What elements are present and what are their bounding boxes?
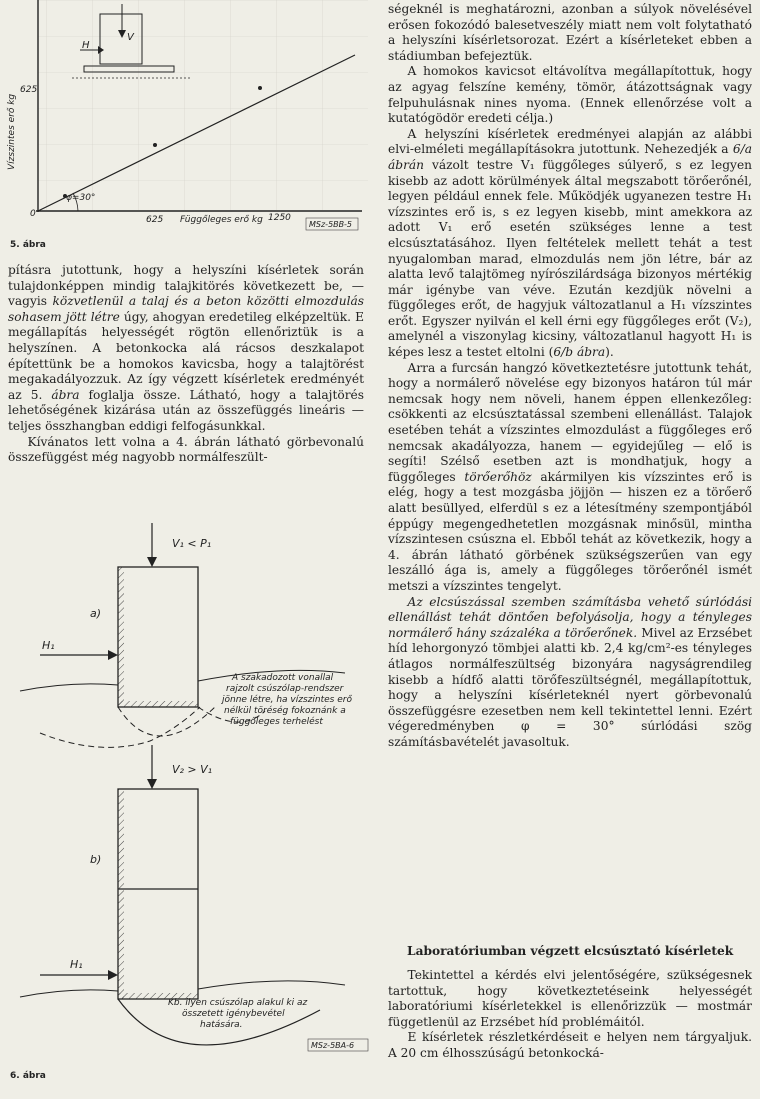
text-run: ). [605, 345, 614, 360]
emphasis: törőerőhöz [464, 469, 532, 484]
figure-5-chart [0, 0, 370, 250]
figure-6-caption: 6. ábra [10, 1071, 46, 1081]
text-run: vázolt testre V₁ függőleges súlyerő, s ez legyen kisebb az adott körülmények által megszabott törőerőnél, legyen például ennek fele. Működjék ugyanezen testre H₁ vízszintes erő is, s ez legyen kisebb, mint amekkora az adott V₁ erő esetén szükséges lenne a test elcsúsztatásához. Ilyen feltételek mellett tehát a test nyugalomban marad, elmozdulás nem jön létre, bár az alatta levő talajtömeg nyírószilárdsága bizonyos mértékig már igénybe van véve. Ezután kezdjük növelni a függőleges erőt, de hagyjuk változatlanul a H₁ vízszintes erőt. Egyszer nyilván el kell érni egy függőleges erőt (V₂), amelynél a viszonylag kicsiny, változatlanul hagyott H₁ is képes lesz a testet eltolni ( [388, 157, 752, 360]
emphasis: Az elcsúszással szemben számításba vehető súrlódási ellenállást tehát döntően befolyásolja, hogy a tényleges normálerő hány százaléka a törőerőnek. [388, 594, 752, 640]
paragraph: A homokos kavicsot eltávolítva megállapítottuk, hogy az agyag felszíne kemény, tömör, átázottságnak vagy felpuhulásnak nines nyoma. (Ennek ellenőrzése volt a kutatógödör eredeti célja.) [388, 64, 752, 126]
figure-6-diagram [0, 505, 375, 1085]
text-run: akármilyen kis vízszintes erő is elég, hogy a test mozgásba jöjjön — hiszen ez a törőerő alatt besüllyed, elferdül s ez a létesítmény szempontjából éppúgy megengedhetetlen mozgásnak minősül, mintha vízszintesen csúszna el. Ebből tehát az következik, hogy a 4. ábrán látható görbének szükségszerűen van egy leszálló ága is, amely a függőleges törőerőnél ismét metszi a vízszintes tengelyt. [388, 469, 752, 593]
chart-grid [38, 0, 368, 210]
block-a [118, 567, 198, 707]
emphasis: 6/a ábrán [388, 142, 752, 172]
h1-label-a: H₁ [42, 639, 55, 652]
paragraph: Kívánatos lett volna a 4. ábrán látható görbevonalú összefüggést még nagyobb normálfeszült- [8, 434, 364, 465]
note-b-line: hatására. [200, 1020, 243, 1030]
data-point [153, 143, 157, 147]
note-a [220, 673, 352, 727]
label-b: b) [90, 853, 102, 866]
left-column-text [8, 263, 364, 466]
text-run: A helyszíni kísérletek eredményei alapján az alábbi elvi-elméleti megállapításokra jutottunk. Nehezedjék a [388, 126, 752, 157]
emphasis: 6/b ábra [553, 345, 606, 360]
paragraph [388, 127, 752, 361]
note-a-line: függőleges terhelést [230, 717, 323, 727]
diagram-a [20, 523, 352, 747]
origin-label: 0 [30, 209, 36, 219]
paragraph [388, 595, 752, 751]
v2-label: V₂ > V₁ [172, 763, 213, 776]
text-run: Mivel az Erzsébet híd lehorgonyzó tömbjei alatti kb. 2,4 kg/cm²-es tényleges átlagos normálfeszültség bizonyára nagyságrendileg kisebb a hídfő alatti törőfeszültségnél, megállapítottuk, hogy a helyszíni kísérleteknél nyert görbevonalú összefüggésre ezesetben nem kell tekintettel lenni. Ezért végeredményben φ = 30° súrlódási szög számításbavételét javasoltuk. [388, 625, 752, 749]
data-point [258, 86, 262, 90]
note-a-line: rajzolt csúszólap-rendszer [226, 684, 344, 694]
text-run: pításra jutottunk, hogy a helyszíni kísérletek során tulajdonképpen mindig talajkitörés következett be, — vagyis [8, 263, 364, 309]
x-axis-label: Függőleges erő kg [180, 215, 263, 225]
paragraph: E kísérletek részletkérdéseit e helyen nem tárgyaljuk. A 20 cm élhosszúságú betonkocká- [388, 1030, 752, 1060]
note-b-line: Kb. ilyen csúszólap alakul ki az [168, 998, 308, 1008]
v1-label: V₁ < P₁ [172, 537, 212, 550]
stamp-text: MSz-5BA-6 [311, 1041, 355, 1050]
paragraph [388, 361, 752, 595]
text-run: foglalja össze. Látható, hogy a talajtörés lehetőségének kizárása után az összefüggés lineáris — teljes összhangban eddigi felfogásunkkal. [8, 387, 364, 433]
paragraph [8, 263, 364, 435]
note-b [168, 997, 308, 1030]
stamp-text: MSz-5BB-5 [309, 220, 352, 229]
inset-label-v: V [127, 32, 134, 43]
label-a: a) [90, 607, 102, 620]
text-run: Arra a furcsán hangzó következtetésre jutottunk tehát, hogy a normálerő növelése egy bizonyos határon túl már nemcsak hogy nem növeli, hanem éppen ellenkezőleg: csökkenti az elcsúsztatással szembeni ellenállást. Talajok esetében tehát a vízszintes elmozdulást a függőleges erő nemcsak akadályozza, hanem — egyidejűleg — elő is segíti! Szélső esetben azt is mondhatjuk, hogy a függőleges [388, 360, 752, 484]
note-b-line: összetett igénybevétel [182, 1009, 285, 1019]
y-axis-label: Vízszintes erő kg [7, 93, 17, 170]
section-heading: Laboratóriumban végzett elcsúsztató kísérletek [407, 944, 734, 958]
dashed-slip-surface [40, 707, 200, 747]
inset-label-h: H [82, 40, 90, 51]
angle-label: φ=30° [66, 193, 96, 203]
h1-label-b: H₁ [70, 958, 83, 971]
dashed-slip-surface [118, 707, 215, 736]
paragraph: ségeknél is meghatározni, azonban a súlyok növelésével erősen fokozódó balesetveszély miatt nem volt folytatható a helyszíni kísérletsorozat. Ezért a kísérleteket ebben a stádiumban befejeztük. [388, 2, 752, 63]
right-column-text-lower [388, 968, 752, 1062]
note-a-line: nélkül töréség fokoznánk a [224, 706, 346, 716]
paragraph: Tekintettel a kérdés elvi jelentőségére, szükségesnek tartottuk, hogy következtetéseink helyességét laboratóriumi kísérletekkel is ellenőrizzük — mostmár függetlenül az Erzsébet híd problémáitól. [388, 968, 752, 1029]
right-column-text [388, 2, 752, 751]
x-tick-label-625: 625 [146, 215, 164, 225]
emphasis: közvetlenül a talaj és a beton közötti elmozdulás sohasem jött létre [8, 294, 364, 324]
text-run: úgy, ahogyan eredetileg elképzeltük. E megállapítás helyességét rögtön ellenőriztük is a helyszínen. A betonkocka alá rácsos deszkalapot építettünk be a homokos kavicsba, hogy a talajtörést megakadályozzuk. Az így végzett kísérletek eredményét az 5. [8, 309, 364, 402]
emphasis: ábra [51, 387, 80, 402]
figure-5-caption: 5. ábra [10, 240, 46, 250]
y-tick-label: 625 [20, 85, 38, 95]
diagram-b [20, 745, 368, 1051]
note-a-line: A szakadozott vonallal [232, 673, 334, 683]
block-b [118, 789, 198, 999]
note-a-line: jönne létre, ha vízszintes erő [222, 695, 352, 705]
x-tick-label-1250: 1250 [268, 213, 291, 223]
